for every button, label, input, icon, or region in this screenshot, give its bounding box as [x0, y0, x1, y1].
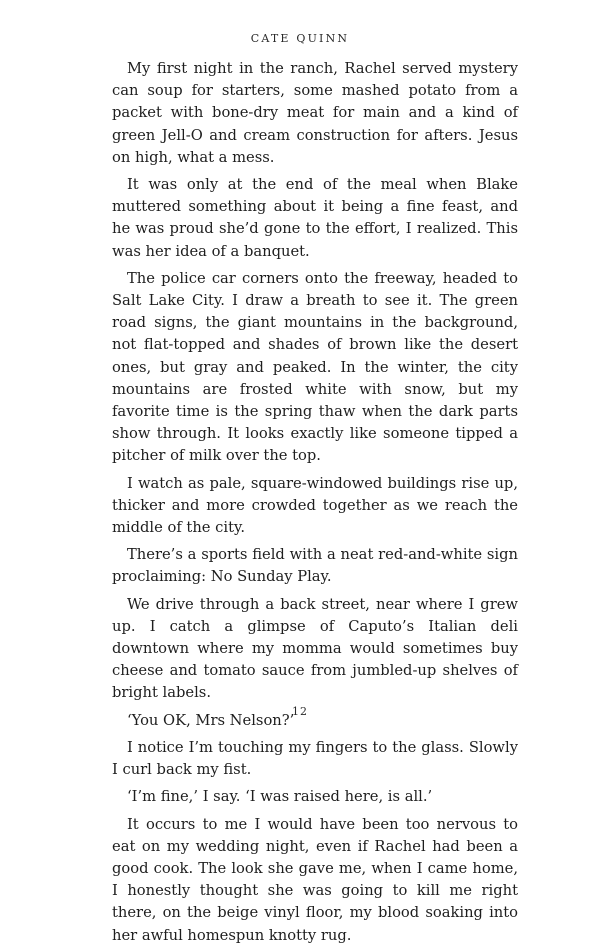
- paragraph: My first night in the ranch, Rachel served mystery can soup for starters, some mashed potato from a packet with bone-dry meat for main and a kind of green Jell-O and cream construction for afters. Jesus on high, what a mess.: [112, 60, 518, 166]
- running-head: CATE QUINN: [250, 32, 350, 45]
- paragraph: I notice I’m touching my fingers to the glass. Slowly I curl back my fist.: [112, 738, 518, 779]
- paragraph: It was only at the end of the meal when Blake muttered something about it being a fine feast, and he was proud she’d gone to the effort, I realized. This was her idea of a banquet.: [112, 176, 518, 260]
- page-number: 12: [292, 705, 308, 718]
- dialogue-line: ‘I’m fine,’ I say. ‘I was raised here, is all.’: [127, 788, 433, 806]
- dialogue-line: ‘You OK, Mrs Nelson?’: [127, 711, 295, 729]
- paragraph: The police car corners onto the freeway, headed to Salt Lake City. I draw a breath to see it. The green road signs, the giant mountains in the background, not flat-topped and shades of brown like the desert ones, but gray and peaked. In the winter, the city mountains are frosted white with snow, but my favorite time is the spring thaw when the dark parts show through. It looks exactly like someone tipped a pitcher of milk over the top.: [112, 269, 518, 465]
- paragraph: We drive through a back street, near where I grew up. I catch a glimpse of Caputo’s Italian deli downtown where my momma would sometimes buy cheese and tomato sauce from jumbled-up shelves of bright labels.: [112, 595, 518, 702]
- paragraph: I watch as pale, square-windowed buildings rise up, thicker and more crowded together as we reach the middle of the city.: [112, 474, 518, 537]
- paragraph: There’s a sports field with a neat red-and-white sign proclaiming: No Sunday Play.: [112, 546, 518, 586]
- body-text: [112, 58, 518, 952]
- paragraph: It occurs to me I would have been too nervous to eat on my wedding night, even if Rachel had been a good cook. The look she gave me, when I came home, I honestly thought she was going to kill me right there, on the beige vinyl floor, my blood soaking into her awful homespun knotty rug.: [112, 815, 518, 944]
